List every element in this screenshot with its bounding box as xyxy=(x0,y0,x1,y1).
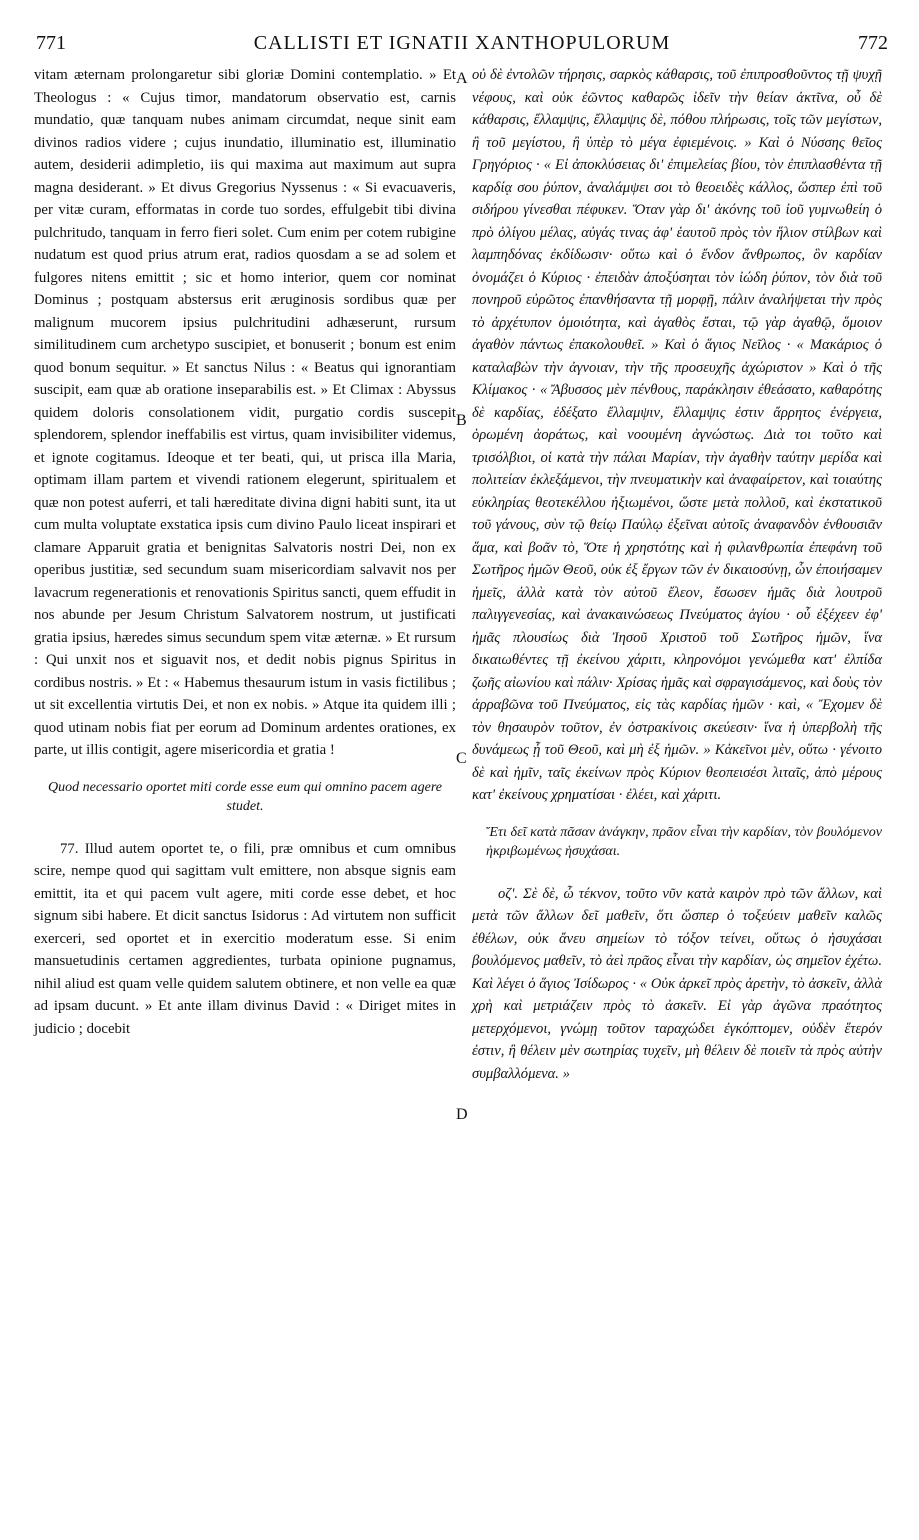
page-number-left: 771 xyxy=(36,32,66,54)
latin-paragraph-1: vitam æternam prolongaretur sibi gloriæ Domini contemplatio. » Et Theologus : « Cujus timor, mandatorum observatio est, carnis mundatio, quæ tanquam nubes animam circumdat, neque sinit eam divinos radios videre ; cujus inundatio, illuminatio est, illuminatio autem, desiderii adimpletio, iis qui maxima aut maximum aut supra magna desiderant. » Et divus Gregorius Nyssenus : « Si evacuaveris, per vitæ curam, efformatas in corde tuo sordes, effulgebit tibi divina pulchritudo, tanquam in ferro fieri solet. Cum enim per cotem rubigine nudatum est quod prius atrum erat, radios quosdam a se ad solem et fulgores nitens emittit ; sic et homo interior, quem cor nominat Dominus ; postquam abstersus erit æruginosis sordibus quæ per malignum mucorem ipsius pulchritudini adhæserunt, rursum similitudinem cum archetypo suscipiet, et bonuserit ; bonum est enim quod bonum sequitur. » Et sanctus Nilus : « Beatus qui ignorantiam suscipit, eam quæ ab oratione inseparabilis est. » Et Climax : Abyssus quidem doloris consolationem vidit, purgatio cordis suscepit splendorem, splendor ineffabilis est virtus, quam invisibiliter videmus, et ignote cogitamus. Ideoque et ter beati, qui, ut prisca illa Maria, optimam illam partem et vivendi rationem elegerunt, spiritualem et quæ non potest auferri, et tali hæreditate divina digni habiti sunt, ita ut cum multa voluptate exstatica ipsis cum divino Paulo liceat inspirari et clamare Apparuit gratia et benignitas Salvatoris nostri Dei, non ex operibus justitiæ, sed secundum suam misericordiam salvavit nos per lavacrum regenerationis et renovationis Spiritus sancti, quem effudit in nos abunde per Jesum Christum Salvatorem nostrum, ut justificati gratia ipsius, hæredes simus secundum spem vitæ æternæ. » Et rursum : Qui unxit nos et siguavit nos, et dedit nobis pignus Spiritus in cordibus nostris. » Et : « Habemus thesaurum istum in vasis fictilibus ; ut sit excellentia virtutis Dei, et non ex nobis. » Atque ita quidem illi ; quod utinam nobis fiat per eorum ad Dominum ardentes orationes, ex parte, ut illis contigit, agere misericordia et gratia ! xyxy=(34,67,456,758)
margin-letter-a: A xyxy=(456,70,468,87)
page-header xyxy=(36,32,888,62)
latin-chapter-heading: Quod necessario oportet miti corde esse eum qui omnino pacem agere studet. xyxy=(48,779,442,814)
greek-paragraph-77: οζ'. Σὲ δὲ, ὦ τέκνον, τοῦτο νῦν κατὰ καιρὸν πρὸ τῶν ἄλλων, καὶ μετὰ τῶν ἄλλων δεῖ μαθεῖν, ὅτι ὥσπερ ὁ τοξεύειν μαθεῖν καλῶς ἐθέλων, οὐκ ἄνευ σημείων τὸ τόξον τείνει, οὕτως ὁ ἡσυχάσαι βουλόμενος μαθεῖν, τὸ ἀεὶ πρᾶος εἶναι τὴν καρδίαν, ὡς σημεῖον ἐχέτω. Καὶ λέγει ὁ ἅγιος Ἰσίδωρος · « Οὐκ ἀρκεῖ πρὸς ἀρετὴν, τὸ ἀσκεῖν, ἀλλὰ χρὴ καὶ μετριάζειν πρὸς τὸ ἀσκεῖν. Εἰ γὰρ ἀγῶνα πραότητος μετερχόμενοι, γνώμῃ τοῦτον ταραχώδει ἐγκόπτομεν, οὐδὲν ἕτερόν ἐστιν, ἢ θέλειν μὲν σωτηρίας τυχεῖν, μὴ θέλειν δὲ ποιεῖν τὰ πρὸς αὐτὴν συμβαλλόμενα. » xyxy=(472,885,882,1082)
running-title: CALLISTI ET IGNATII XANTHOPULORUM xyxy=(253,32,671,54)
margin-letter-c: C xyxy=(456,750,467,767)
greek-paragraph-1: οὐ δὲ ἐντολῶν τήρησις, σαρκὸς κάθαρσις, τοῦ ἐπιπροσθοῦντος τῇ ψυχῇ νέφους, καὶ οὐκ ἐῶντος καθαρῶς ἰδεῖν τὴν θείαν ἀκτῖνα, οὗ δὲ κάθαρσις, ἔλλαμψις, ἔλλαμψις δὲ, πόθου πλήρωσις, τοῖς τῶν μεγίστων, ἢ τοῦ μεγίστου, ἢ ὑπὲρ τὸ μέγα ἐφιεμένοις. » Καὶ ὁ Νύσσης θεῖος Γρηγόριος · « Εἰ ἀποκλύσειας δι' ἐπιμελείας βίου, τὸν ἐπιπλασθέντα τῇ καρδίᾳ σου ῥύπον, ἀναλάμψει σοι τὸ θεοειδὲς κάλλος, ὥσπερ ἐπὶ τοῦ σιδήρου γίνεσθαι πέφυκεν. Ὅταν γὰρ δι' ἀκόνης τοῦ ἰοῦ γυμνωθείη ὁ πρὸ ὀλίγου μέλας, αὐγάς τινας ἀφ' ἑαυτοῦ πρὸς τὸν ἥλιον στίλβων καὶ λαμπηδόνας ἐκδίδωσιν· οὕτω καὶ ὁ ἔνδον ἄνθρωπος, ὃν καρδίαν ὀνομάζει ὁ Κύριος · ἐπειδὰν ἀποξύσηται τὸν ἰώδη ῥύπον, τὸν διὰ τοῦ πονηροῦ εὐρῶτος ἐπανθήσαντα τῇ μορφῇ, πάλιν ἀναλήψεται τὴν πρὸς τὸ ἀρχέτυπον ὁμοιότητα, καὶ ἀγαθὸς ἔσται, τῷ γὰρ ἀγαθῷ, ὅμοιον ἀγαθὸν πάντως ἐπακολουθεῖ. » Καὶ ὁ ἅγιος Νεῖλος · « Μακάριος ὁ καταλαβὼν τὴν ἀγνοιαν, τὴν τῆς προσευχῆς ἀχώριστον » Καὶ ὁ τῆς Κλίμακος · « Ἄβυσσος μὲν πένθους, παράκλησιν ἐθεάσατο, καθαρότης δὲ καρδίας, ἐδέξατο ἔλλαμψιν, ἔλλαμψις ἐστιν ἄρρητος ἐνέργεια, ὁρωμένη ἀοράτως, καὶ νοουμένη ἀγνώστως. Διὰ τοι τοῦτο καὶ τρισόλβιοι, οἱ κατὰ τὴν πάλαι Μαρίαν, τὴν ἀγαθὴν ταύτην μερίδα καὶ πολιτείαν ἐκλεξάμενοι, τὴν πνευματικὴν καὶ ἀναφαίρετον, καὶ τοιαύτης εὐκληρίας θεοτεκέλλου ἠξιωμένοι, ὥστε μετὰ πολλοῦ, καὶ ἐκστατικοῦ τοῦ γάνους, σὺν τῷ θείῳ Παύλῳ ἐξεῖναι αὐτοῖς ἀναφανδὸν ἐνθουσιᾶν ἅμα, καὶ βοᾶν τὸ, Ὅτε ἡ χρηστότης καὶ ἡ φιλανθρωπία ἐπεφάνη τοῦ Σωτῆρος ἡμῶν Θεοῦ, οὐκ ἐξ ἔργων τῶν ἐν δικαιοσύνῃ, ὧν ἐποιήσαμεν ἡμεῖς, ἀλλὰ κατὰ τὸν αὐτοῦ ἔλεον, ἔσωσεν ἡμᾶς διὰ λουτροῦ παλιγγενεσίας, καὶ ἀνακαινώσεως Πνεύματος ἁγίου · οὗ ἐξέχεεν ἐφ' ἡμᾶς πλουσίως διὰ Ἰησοῦ Χριστοῦ τοῦ Σωτῆρος ἡμῶν, ἵνα δικαιωθέντες τῇ ἐκείνου χάριτι, κληρονόμοι γενώμεθα κατ' ἐλπίδα ζωῆς αἰωνίου καὶ πάλιν· Χρίσας ἡμᾶς καὶ σφραγισάμενος, καὶ δοὺς τὸν ἀρραβῶνα τοῦ Πνεύματος, εἰς τὰς καρδίας ἡμῶν · καὶ, « Ἔχομεν δὲ τὸν θησαυρὸν τοῦτον, ἐν ὀστρακίνοις σκεύεσιν· ἵνα ἡ ὑπερβολὴ τῆς δυνάμεως ᾖ τοῦ Θεοῦ, καὶ μὴ ἐξ ἡμῶν. » Κἀκεῖνοι μὲν, οὕτω · γένοιτο δὲ καὶ ἡμῖν, ταῖς ἐκείνων πρὸς Κύριον θεοπεισέσι λιταῖς, ἀπὸ μέρους κατ' ἐκείνους χρηματίσαι · ἐλέει, καὶ χάριτι. xyxy=(472,67,882,803)
margin-letter-b: B xyxy=(456,412,467,429)
page-number-right: 772 xyxy=(858,32,888,54)
latin-column xyxy=(34,64,456,1040)
latin-paragraph-77: 77. Illud autem oportet te, o fili, præ omnibus et cum omnibus scire, nempe quod qui sagittam vult emittere, non absque signis eam emittit, ita et qui pacem vult agere, miti corde esse debet, et hoc signum sibi habere. Et dicit sanctus Isidorus : Ad virtutem non sufficit exerceri, sed oportet et in exercitio moderatum esse. Si enim mansuetudinis certamen aggredientes, turbata opinione pugnamus, nihil aliud est quam velle quidem salutem obtinere, et non velle ea quæ ad ipsam ducunt. » Et ante illam divinus David : « Diriget mites in judicio ; docebit xyxy=(34,840,456,1037)
greek-chapter-heading: Ἔτι δεῖ κατὰ πᾶσαν ἀνάγκην, πρᾶον εἶναι τὴν καρδίαν, τὸν βουλόμενον ἠκριβωμένως ἡσυχάσαι. xyxy=(486,824,882,859)
margin-letter-d: D xyxy=(456,1106,468,1123)
greek-column xyxy=(472,64,882,1085)
